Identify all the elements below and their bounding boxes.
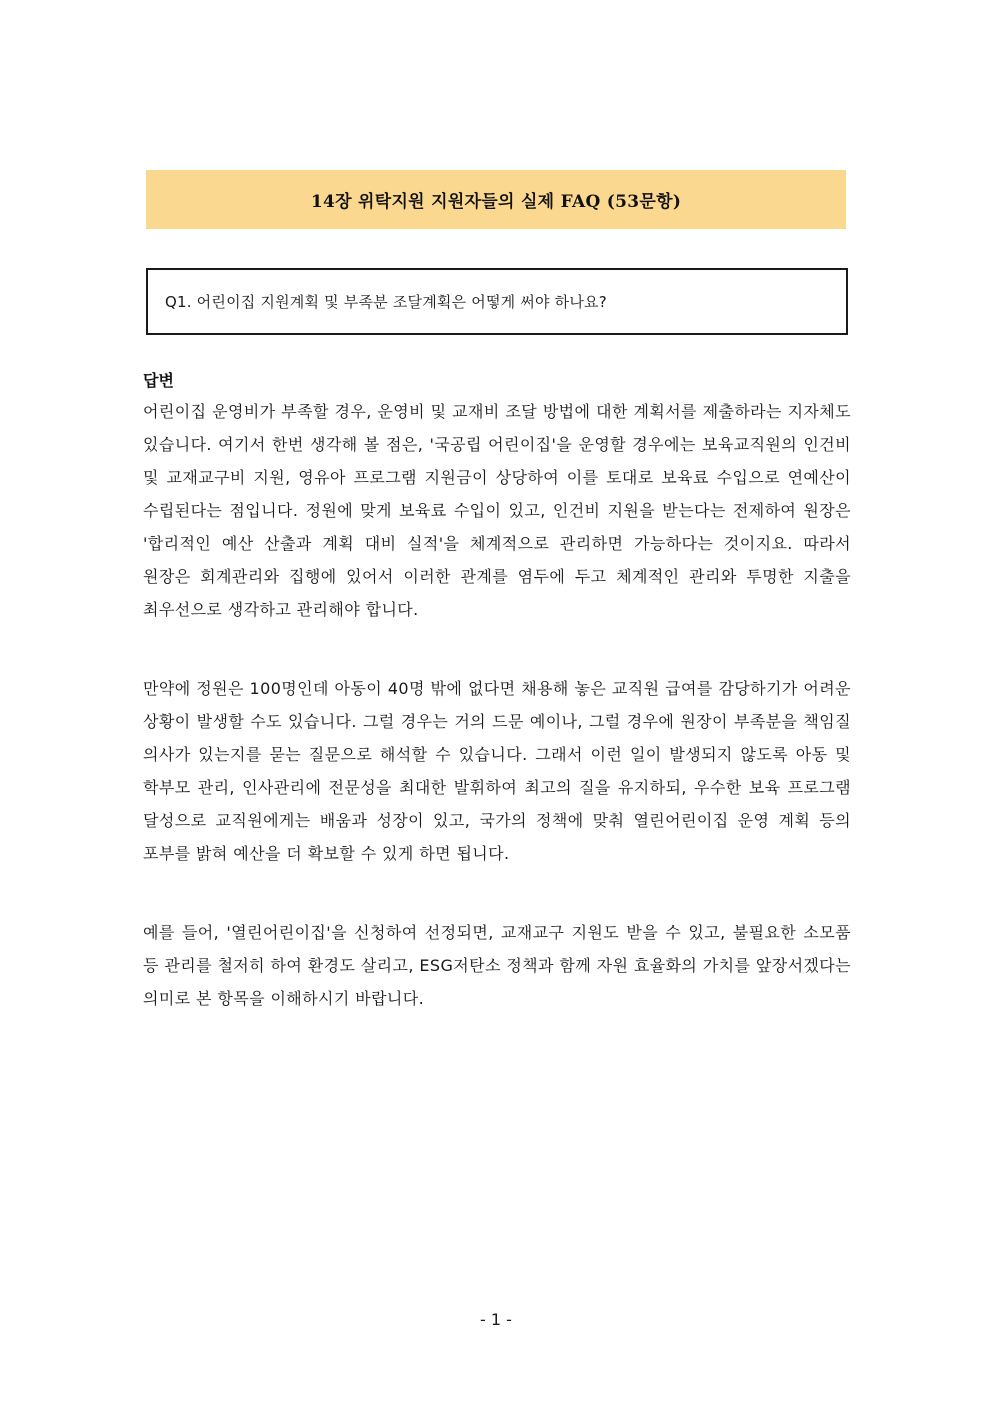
chapter-banner: [146, 170, 846, 229]
answer-paragraph-1: 어린이집 운영비가 부족할 경우, 운영비 및 교재비 조달 방법에 대한 계획서를 제출하라는 지자체도 있습니다. 여기서 한번 생각해 볼 점은, '국공립 어린이집'을 운영할 경우에는 보육교직원의 인건비 및 교재교구비 지원, 영유아 프로그램 지원금이 상당하여 이를 토대로 보육료 수입으로 연예산이 수립된다는 점입니다. 정원에 맞게 보육료 수입이 있고, 인건비 지원을 받는다는 전제하여 원장은 '합리적인 예산 산출과 계획 대비 실적'을 체계적으로 관리하면 가능하다는 것이지요. 따라서 원장은 회계관리와 집행에 있어서 이러한 관계를 염두에 두고 체계적인 관리와 투명한 지출을 최우선으로 생각하고 관리해야 합니다.: [143, 402, 851, 619]
answer-paragraph-3: 예를 들어, '열린어린이집'을 신청하여 선정되면, 교재교구 지원도 받을 수 있고, 불필요한 소모품 등 관리를 철저히 하여 환경도 살리고, ESG저탄소 정책과 함께 자원 효율화의 가치를 앞장서겠다는 의미로 본 항목을 이해하시기 바랍니다.: [143, 923, 851, 1008]
answer-paragraph-2: 만약에 정원은 100명인데 아동이 40명 밖에 없다면 채용해 놓은 교직원 급여를 감당하기가 어려운 상황이 발생할 수도 있습니다. 그럴 경우는 거의 드문 예이나, 그럴 경우에 원장이 부족분을 책임질 의사가 있는지를 묻는 질문으로 해석할 수 있습니다. 그래서 이런 일이 발생되지 않도록 아동 및 학부모 관리, 인사관리에 전문성을 최대한 발휘하여 최고의 질을 유지하되, 우수한 보육 프로그램 달성으로 교직원에게는 배움과 성장이 있고, 국가의 정책에 맞춰 열린어린이집 운영 계획 등의 포부를 밝혀 예산을 더 확보할 수 있게 하면 됩니다.: [143, 679, 851, 863]
question-box: [146, 268, 848, 335]
question-text: Q1. 어린이집 지원계획 및 부족분 조달계획은 어떻게 써야 하나요?: [165, 293, 607, 311]
answer-heading: 답변: [143, 371, 174, 390]
chapter-title: 14장 위탁지원 지원자들의 실제 FAQ (53문항): [310, 192, 682, 212]
page-number: - 1 -: [480, 1310, 512, 1329]
